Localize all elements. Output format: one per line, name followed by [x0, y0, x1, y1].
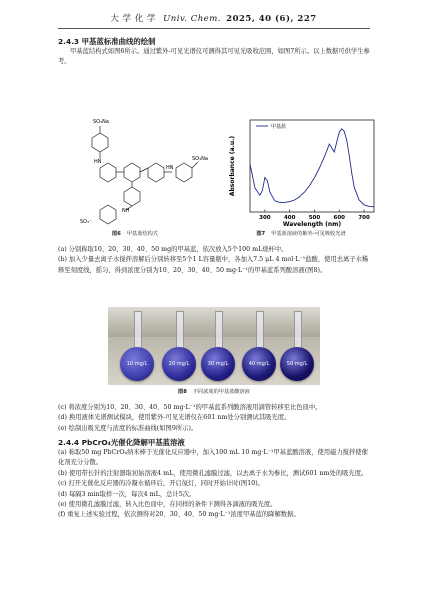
- list-item: (b) 使用带长针的注射器取初始溶液4 mL，使用微孔滤膜过滤，以去离子水为参比，测试601 nm处的吸光度。: [58, 469, 368, 477]
- x-axis-label: Wavelength (nm): [282, 221, 342, 228]
- label-nh-lower: NH: [122, 208, 130, 214]
- citation: 2025, 40 (6), 227: [226, 14, 317, 24]
- label-hn-right: HN: [166, 165, 174, 171]
- spectrum-line: [250, 129, 374, 207]
- figure-6-caption: [60, 230, 210, 237]
- figure-7-caption: [222, 230, 380, 237]
- y-axis-label: Absorbance (a.u.): [229, 135, 236, 197]
- label-so3na-top: SO₃Na: [93, 119, 109, 125]
- section-title-243: 2.4.3 甲基蓝标准曲线的绘制: [58, 37, 156, 46]
- x-tick-label: 400: [283, 215, 296, 221]
- label-so3na-right: SO₃Na: [192, 156, 208, 162]
- figure-8-caption-text: 不同浓度的甲基蓝酸溶液: [192, 389, 250, 395]
- figure-7-number: 图7: [256, 231, 266, 237]
- flask-label: 30 mg/L: [207, 361, 229, 367]
- flask-label: 20 mg/L: [168, 361, 190, 367]
- list-item: (d) 换用液体光谱测试模块，使用紫外-可见光谱仪在601 nm处分别测试其吸光度。: [58, 414, 291, 422]
- list-item: (b) 加入少量去离子水搅拌溶解后分别转移至5个1 L容量瓶中，各加入7.5 μL 4 mol·L⁻¹盐酸，使用去离子水稀释至刻度线，摇匀，得到浓度分别为10、20、30、40、50 mg·L⁻¹的甲基蓝系列酸溶液(图8)。: [58, 256, 369, 274]
- figure-6-structure: [60, 110, 210, 226]
- list-item: (d) 每隔3 min取样一次，每次4 mL，总计5次。: [58, 490, 196, 498]
- chart-frame: [250, 120, 374, 212]
- list-item: (a) 分别称取10、20、30、40、50 mg的甲基蓝，依次放入5个100 mL烧杯中。: [58, 246, 288, 253]
- figure-8-photo: [108, 307, 320, 385]
- list-item: (a) 称取50 mg PbCrO₄纳米棒于光催化反应器中，加入100 mL 10 mg·L⁻¹甲基蓝酸溶液，使用磁力搅拌使催化剂充分分散。: [58, 449, 368, 467]
- label-nh-upper: HN: [94, 159, 102, 165]
- figure-8-number: 图8: [178, 389, 187, 395]
- label-so3-bottom: SO₃⁻: [80, 219, 92, 225]
- list-item: (f) 重复上述实验过程，依次测得对20、30、40、50 mg·L⁻¹浓度甲基蓝的降解数据。: [58, 511, 300, 519]
- running-header: [0, 12, 427, 24]
- section-title-244: 2.4.4 PbCrO₄光催化降解甲基蓝溶液: [58, 438, 185, 447]
- procedure-list-3: [58, 448, 370, 521]
- figure-7-chart: [222, 112, 380, 230]
- figure-8-caption: [108, 388, 320, 395]
- procedure-list-1: [58, 245, 370, 276]
- figure-7-caption-text: 甲基蓝溶液的紫外-可见吸收光谱: [271, 231, 346, 237]
- x-tick-label: 600: [333, 215, 346, 221]
- figure-6-caption-text: 甲基蓝结构式: [126, 231, 158, 237]
- procedure-list-2: [58, 403, 370, 434]
- journal-name: 大 学 化 学: [110, 14, 156, 24]
- list-item: (c) 将浓度分别为10、20、30、40、50 mg·L⁻¹的甲基蓝系列酸溶液用滴管转移至比色皿中。: [58, 404, 322, 411]
- list-item: (e) 使用微孔滤膜过滤，转入比色皿中，在同样的条件下测得各滴液的吸光度。: [58, 501, 277, 509]
- x-tick-label: 700: [358, 215, 370, 221]
- legend-label: 甲基蓝: [271, 124, 287, 130]
- list-item: (c) 打开光催化反应器的冷凝水循环后，开启氙灯，同时开始计时(图10)。: [58, 480, 264, 488]
- header-rule: [58, 28, 370, 29]
- x-tick-label: 300: [259, 215, 271, 221]
- flask-label: 10 mg/L: [126, 361, 148, 367]
- x-tick-label: 500: [308, 215, 321, 221]
- journal-name-en: Univ. Chem.: [163, 14, 221, 24]
- figure-6-number: 图6: [112, 231, 121, 237]
- flask-label: 50 mg/L: [286, 361, 308, 367]
- list-item: (e) 绘制出吸光度与浓度的标准曲线(如图9所示)。: [58, 424, 198, 432]
- flask-label: 40 mg/L: [248, 361, 270, 367]
- section-243-paragraph: 甲基蓝结构式如图6所示。通过紫外-可见光谱仪可测得其可见光吸收范围，如图7所示。以上数据可供学生参考。: [58, 48, 370, 66]
